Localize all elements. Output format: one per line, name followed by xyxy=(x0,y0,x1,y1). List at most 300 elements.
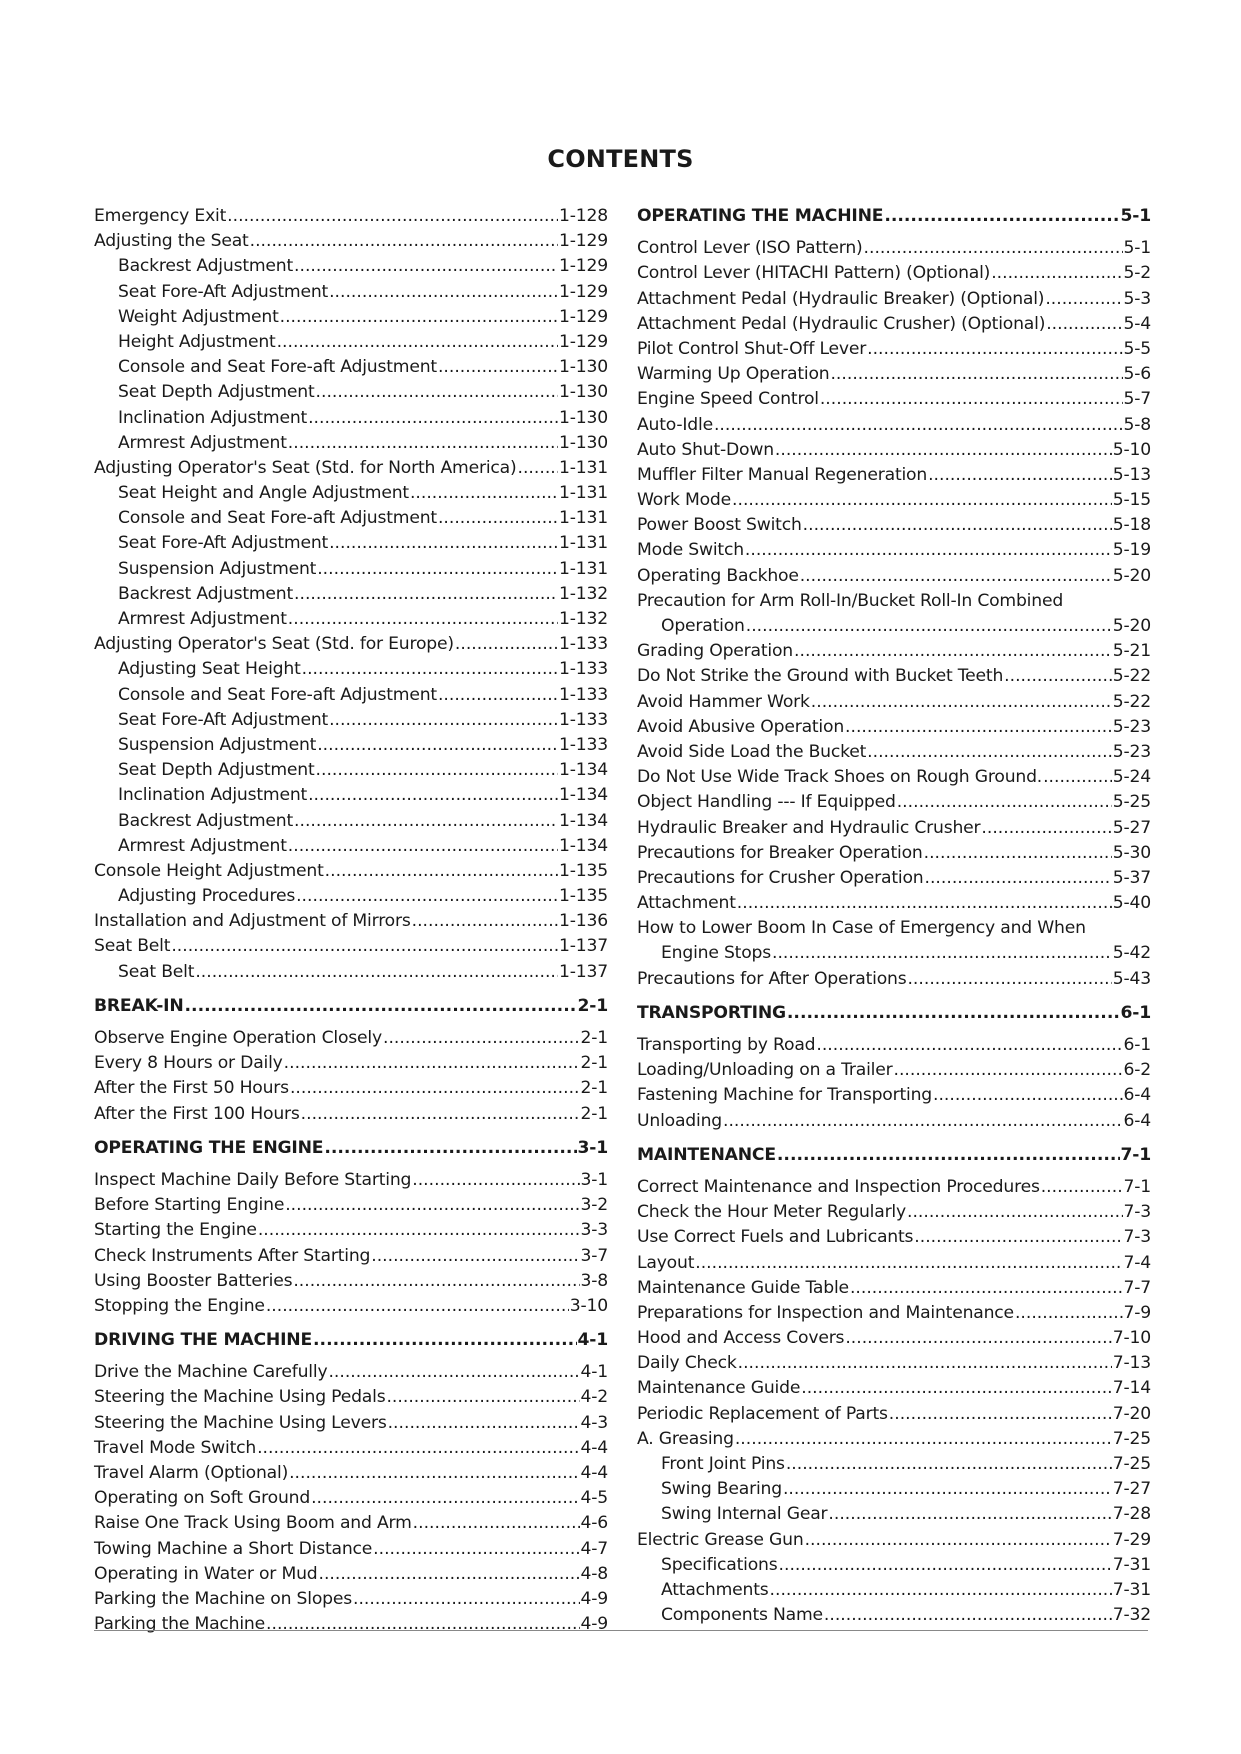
toc-entry xyxy=(94,1387,608,1412)
toc-entry xyxy=(637,591,1151,616)
toc-entry xyxy=(94,811,608,836)
toc-entry-label: Check the Hour Meter Regularly xyxy=(637,1202,906,1223)
dot-leader xyxy=(383,1028,580,1048)
toc-entry-label: Do Not Use Wide Track Shoes on Rough Ground. xyxy=(637,767,1043,788)
toc-entry-label: Adjusting Operator's Seat (Std. for Europe) xyxy=(94,634,454,655)
toc-entry-label: Installation and Adjustment of Mirrors xyxy=(94,911,411,932)
toc-entry-page: 5-5 xyxy=(1123,338,1151,359)
toc-entry xyxy=(94,1170,608,1195)
dot-leader xyxy=(714,415,1123,435)
toc-entry-label: Engine Speed Control xyxy=(637,389,819,410)
toc-entry-page: 6-4 xyxy=(1123,1110,1151,1131)
toc-entry-label: Adjusting Operator's Seat (Std. for North America) xyxy=(94,457,517,478)
toc-entry-label: Avoid Hammer Work xyxy=(637,691,810,712)
toc-entry-page: 5-23 xyxy=(1112,741,1151,762)
toc-entry xyxy=(637,1530,1151,1555)
toc-entry-page: 3-2 xyxy=(580,1195,608,1216)
toc-entry-label: Components Name xyxy=(661,1605,823,1626)
toc-entry xyxy=(94,1296,608,1321)
toc-entry-label: Adjusting Seat Height xyxy=(118,659,301,680)
dot-leader xyxy=(864,238,1123,258)
toc-entry xyxy=(94,1589,608,1614)
toc-section-heading xyxy=(94,996,608,1021)
toc-entry xyxy=(637,717,1151,742)
toc-entry-label: Using Booster Batteries xyxy=(94,1270,293,1291)
toc-entry-page: 1-134 xyxy=(559,810,608,831)
toc-entry xyxy=(94,1362,608,1387)
toc-entry-page: 7-25 xyxy=(1112,1454,1151,1474)
toc-section-heading xyxy=(94,1138,608,1163)
toc-entry-page: 1-129 xyxy=(559,331,608,352)
toc-entry xyxy=(637,1353,1151,1378)
toc-entry-page: 3-7 xyxy=(580,1245,608,1266)
toc-entry xyxy=(637,515,1151,540)
toc-entry-label: Steering the Machine Using Levers xyxy=(94,1412,387,1433)
toc-entry-label: Adjusting the Seat xyxy=(94,231,249,252)
toc-entry-label: Attachments xyxy=(661,1579,769,1600)
toc-entry xyxy=(94,231,608,256)
dot-leader xyxy=(770,1580,1112,1600)
toc-entry-page: 7-4 xyxy=(1123,1252,1151,1273)
toc-entry-label: A. Greasing xyxy=(637,1428,734,1449)
dot-leader xyxy=(772,943,1112,963)
toc-entry xyxy=(637,465,1151,490)
toc-entry-page: 7-27 xyxy=(1112,1479,1151,1500)
toc-entry xyxy=(637,943,1151,968)
toc-entry xyxy=(94,1246,608,1271)
toc-entry-page: 5-37 xyxy=(1112,867,1151,888)
toc-entry-page: 4-8 xyxy=(580,1563,608,1584)
toc-entry xyxy=(94,911,608,936)
toc-entry-page: 5-23 xyxy=(1112,716,1151,737)
dot-leader xyxy=(294,256,558,276)
toc-entry-label: Armrest Adjustment xyxy=(118,609,287,629)
toc-entry xyxy=(94,1564,608,1589)
toc-entry-label: Maintenance Guide xyxy=(637,1378,801,1399)
toc-entry xyxy=(94,836,608,861)
toc-entry xyxy=(637,314,1151,339)
dot-leader xyxy=(290,1078,580,1098)
toc-entry-label: Backrest Adjustment xyxy=(118,583,294,604)
dot-leader xyxy=(316,760,559,780)
toc-entry-label: Layout xyxy=(637,1252,695,1273)
dot-leader xyxy=(373,1539,579,1559)
toc-entry-label: Attachment Pedal (Hydraulic Breaker) (Optional) xyxy=(637,288,1045,309)
toc-entry xyxy=(637,389,1151,414)
dot-leader xyxy=(280,307,558,327)
toc-entry-label: Parking the Machine on Slopes xyxy=(94,1588,352,1609)
toc-entry xyxy=(94,1539,608,1564)
toc-entry-label: Fastening Machine for Transporting xyxy=(637,1085,932,1106)
toc-entry-page: 7-13 xyxy=(1112,1353,1151,1374)
toc-entry-label: Suspension Adjustment xyxy=(118,558,317,579)
toc-entry-label: Precautions for Breaker Operation xyxy=(637,842,923,863)
toc-entry-page: 5-13 xyxy=(1112,464,1151,485)
toc-entry-page: 1-133 xyxy=(559,684,608,705)
toc-entry-label: Operating Backhoe xyxy=(637,565,799,586)
toc-entry xyxy=(637,1555,1151,1580)
dot-leader xyxy=(850,1278,1123,1298)
dot-leader xyxy=(820,389,1123,409)
toc-entry-label: How to Lower Boom In Case of Emergency and When xyxy=(637,918,1086,939)
toc-entry xyxy=(637,893,1151,918)
dot-leader xyxy=(318,1564,579,1584)
toc-entry xyxy=(637,1278,1151,1303)
toc-entry-page: 7-31 xyxy=(1112,1579,1151,1600)
dot-leader xyxy=(311,1488,579,1508)
toc-entry-label: Backrest Adjustment xyxy=(118,256,294,277)
dot-leader xyxy=(867,339,1122,359)
toc-entry-page: 7-29 xyxy=(1112,1529,1151,1550)
toc-entry-page: 3-3 xyxy=(580,1220,608,1241)
toc-entry-label: Maintenance Guide Table xyxy=(637,1277,849,1298)
bottom-rule xyxy=(94,1630,1148,1631)
toc-entry-page: 1-128 xyxy=(559,206,608,226)
toc-entry-label: Power Boost Switch xyxy=(637,515,802,536)
toc-entry xyxy=(94,861,608,886)
dot-leader xyxy=(317,559,558,579)
toc-entry-page: 1-137 xyxy=(559,961,608,982)
dot-leader xyxy=(386,1387,579,1407)
toc-entry-page: 4-9 xyxy=(580,1614,608,1635)
toc-entry-page: 7-32 xyxy=(1112,1605,1151,1626)
toc-entry-page: 1-130 xyxy=(559,382,608,403)
toc-entry-label: Hood and Access Covers xyxy=(637,1328,845,1349)
toc-entry-label: Attachment Pedal (Hydraulic Crusher) (Optional) xyxy=(637,313,1046,334)
toc-entry-page: 3-1 xyxy=(577,1137,608,1158)
dot-leader xyxy=(277,332,558,352)
toc-entry-label: Auto-Idle xyxy=(637,414,713,435)
toc-entry-page: 5-4 xyxy=(1123,313,1151,334)
toc-entry-label: Grading Operation xyxy=(637,641,794,662)
toc-entry-page: 6-1 xyxy=(1120,1002,1151,1023)
toc-entry xyxy=(94,1463,608,1488)
toc-entry-page: 1-133 xyxy=(559,709,608,730)
dot-leader xyxy=(518,458,559,478)
toc-entry-page: 1-131 xyxy=(559,457,608,478)
toc-entry xyxy=(637,566,1151,591)
toc-entry-label: Front Joint Pins xyxy=(661,1454,785,1474)
toc-entry-label: Daily Check xyxy=(637,1353,737,1374)
toc-entry-page: 5-25 xyxy=(1112,792,1151,813)
page-title: CONTENTS xyxy=(547,145,694,173)
toc-entry-label: Object Handling --- If Equipped xyxy=(637,792,896,813)
toc-entry-label: Control Lever (HITACHI Pattern) (Optional) xyxy=(637,263,991,284)
toc-entry-page: 4-6 xyxy=(580,1513,608,1534)
toc-entry-label: Travel Mode Switch xyxy=(94,1437,257,1458)
toc-entry-label: Operation xyxy=(661,616,745,636)
dot-leader xyxy=(325,861,558,881)
toc-entry xyxy=(94,1104,608,1129)
toc-entry-label: Drive the Machine Carefully xyxy=(94,1362,328,1383)
toc-entry-page: 1-131 xyxy=(559,508,608,529)
toc-entry-page: 4-1 xyxy=(577,1330,608,1351)
toc-entry xyxy=(94,1220,608,1245)
toc-entry xyxy=(637,868,1151,893)
toc-entry xyxy=(637,1111,1151,1136)
toc-entry xyxy=(94,634,608,659)
toc-entry-label: Swing Bearing xyxy=(661,1479,782,1500)
toc-entry-page: 6-4 xyxy=(1123,1085,1151,1106)
toc-entry xyxy=(637,792,1151,817)
dot-leader xyxy=(893,1060,1122,1080)
toc-entry-page: 5-30 xyxy=(1112,842,1151,863)
toc-entry-page: 1-131 xyxy=(559,483,608,504)
toc-entry-label: Towing Machine a Short Distance xyxy=(94,1538,373,1559)
toc-section-heading xyxy=(637,1145,1151,1170)
toc-entry-label: Loading/Unloading on a Trailer xyxy=(637,1060,893,1081)
toc-entry-label: Stopping the Engine xyxy=(94,1295,265,1316)
toc-entry xyxy=(637,1328,1151,1353)
toc-entry xyxy=(637,440,1151,465)
toc-entry-page: 6-1 xyxy=(1123,1035,1151,1055)
toc-entry xyxy=(94,1438,608,1463)
dot-leader xyxy=(266,1296,569,1316)
dot-leader xyxy=(1015,1303,1123,1323)
toc-entry-page: 7-28 xyxy=(1112,1504,1151,1525)
toc-entry-label: Every 8 Hours or Daily xyxy=(94,1053,283,1074)
dot-leader xyxy=(410,483,558,503)
toc-entry-label: Seat Belt xyxy=(94,936,171,957)
toc-entry-page: 7-7 xyxy=(1123,1277,1151,1298)
toc-entry-label: OPERATING THE MACHINE xyxy=(637,206,884,226)
toc-entry xyxy=(637,490,1151,515)
dot-leader xyxy=(928,465,1112,485)
dot-leader xyxy=(845,717,1112,737)
dot-leader xyxy=(830,364,1122,384)
toc-entry-label: Operating in Water or Mud xyxy=(94,1563,318,1584)
toc-entry xyxy=(94,735,608,760)
toc-entry-label: Preparations for Inspection and Maintenance xyxy=(637,1302,1014,1323)
dot-leader xyxy=(316,382,559,402)
toc-entry-label: Console and Seat Fore-aft Adjustment xyxy=(118,357,437,378)
toc-entry xyxy=(94,1413,608,1438)
toc-entry xyxy=(94,433,608,458)
toc-entry-label: Console Height Adjustment xyxy=(94,860,324,881)
toc-entry xyxy=(637,1605,1151,1630)
toc-entry-page: 5-19 xyxy=(1112,540,1151,561)
dot-leader xyxy=(284,1053,580,1073)
dot-leader xyxy=(412,1170,579,1190)
toc-entry xyxy=(637,1177,1151,1202)
toc-entry xyxy=(637,1035,1151,1060)
dot-leader xyxy=(933,1085,1123,1105)
toc-entry xyxy=(637,263,1151,288)
dot-leader xyxy=(413,1513,580,1533)
dot-leader xyxy=(301,1104,580,1124)
dot-leader xyxy=(317,735,558,755)
toc-entry xyxy=(94,659,608,684)
toc-entry xyxy=(637,843,1151,868)
toc-entry-page: 7-10 xyxy=(1112,1328,1151,1349)
toc-entry-label: Raise One Track Using Boom and Arm xyxy=(94,1513,412,1534)
toc-entry-page: 5-21 xyxy=(1112,641,1151,662)
toc-entry xyxy=(94,936,608,961)
toc-entry xyxy=(94,1513,608,1538)
toc-entry xyxy=(637,1060,1151,1085)
dot-leader xyxy=(329,533,558,553)
toc-entry xyxy=(637,339,1151,364)
toc-entry-page: 3-8 xyxy=(580,1270,608,1291)
toc-entry-label: Seat Fore-Aft Adjustment xyxy=(118,281,329,302)
toc-entry xyxy=(94,357,608,382)
dot-leader xyxy=(794,641,1112,661)
toc-entry xyxy=(94,206,608,231)
toc-entry xyxy=(637,540,1151,565)
dot-leader xyxy=(907,969,1111,989)
toc-entry xyxy=(637,666,1151,691)
toc-entry xyxy=(94,508,608,533)
dot-leader xyxy=(329,710,558,730)
toc-entry xyxy=(637,818,1151,843)
dot-leader xyxy=(816,1035,1122,1055)
toc-entry-label: Use Correct Fuels and Lubricants xyxy=(637,1227,914,1248)
dot-leader xyxy=(777,1145,1120,1165)
toc-entry-page: 1-134 xyxy=(559,785,608,806)
toc-entry-label: Avoid Side Load the Bucket xyxy=(637,741,867,762)
toc-entry-label: OPERATING THE ENGINE xyxy=(94,1137,324,1158)
toc-entry-page: 7-3 xyxy=(1123,1202,1151,1223)
toc-entry-label: Unloading xyxy=(637,1110,722,1131)
dot-leader xyxy=(805,1530,1112,1550)
dot-leader xyxy=(328,1362,579,1382)
toc-entry-label: Mode Switch xyxy=(637,540,744,561)
toc-entry-page: 1-132 xyxy=(559,583,608,604)
toc-entry-label: Transporting by Road xyxy=(637,1035,816,1055)
toc-entry xyxy=(94,332,608,357)
toc-section-heading xyxy=(94,1330,608,1355)
toc-entry-label: MAINTENANCE xyxy=(637,1144,776,1165)
toc-entry-page: 5-22 xyxy=(1112,691,1151,712)
toc-entry-page: 5-43 xyxy=(1112,968,1151,989)
dot-leader xyxy=(293,1271,579,1291)
toc-entry-page: 4-2 xyxy=(580,1387,608,1408)
toc-entry-page: 5-22 xyxy=(1112,666,1151,687)
toc-entry xyxy=(94,609,608,634)
toc-entry-page: 1-129 xyxy=(559,256,608,277)
dot-leader xyxy=(925,868,1112,888)
dot-leader xyxy=(924,843,1112,863)
toc-entry-page: 7-14 xyxy=(1112,1378,1151,1399)
toc-entry xyxy=(637,969,1151,994)
toc-entry-label: Seat Fore-Aft Adjustment xyxy=(118,533,329,554)
toc-entry-page: 5-10 xyxy=(1112,439,1151,460)
toc-entry xyxy=(637,742,1151,767)
dot-leader xyxy=(991,263,1122,283)
toc-entry xyxy=(637,289,1151,314)
dot-leader xyxy=(801,1378,1112,1398)
toc-entry-page: 6-2 xyxy=(1123,1060,1151,1081)
toc-entry-page: 1-135 xyxy=(559,886,608,907)
toc-entry xyxy=(94,584,608,609)
toc-entry xyxy=(637,1085,1151,1110)
toc-entry-label: Inclination Adjustment xyxy=(118,785,308,806)
toc-entry-label: BREAK-IN xyxy=(94,995,184,1016)
dot-leader xyxy=(811,692,1112,712)
toc-entry-label: Swing Internal Gear xyxy=(661,1504,828,1525)
toc-entry-page: 5-6 xyxy=(1123,364,1151,385)
toc-entry-label: Observe Engine Operation Closely xyxy=(94,1028,382,1048)
toc-entry-page: 1-133 xyxy=(559,659,608,680)
toc-entry xyxy=(94,760,608,785)
dot-leader xyxy=(845,1328,1111,1348)
toc-entry-page: 5-1 xyxy=(1123,238,1151,259)
toc-entry-label: Warming Up Operation xyxy=(637,364,830,385)
toc-entry-label: Travel Alarm (Optional) xyxy=(94,1463,289,1483)
toc-entry-page: 4-9 xyxy=(580,1588,608,1609)
toc-entry-label: Backrest Adjustment xyxy=(118,810,294,831)
toc-entry xyxy=(637,1303,1151,1328)
toc-entry-page: 1-131 xyxy=(559,533,608,554)
toc-entry-page: 5-20 xyxy=(1112,616,1151,636)
toc-entry-label: Check Instruments After Starting xyxy=(94,1245,371,1266)
toc-entry-label: Steering the Machine Using Pedals xyxy=(94,1387,386,1408)
dot-leader xyxy=(1043,767,1112,787)
toc-entry-page: 2-1 xyxy=(580,1078,608,1099)
dot-leader xyxy=(257,1438,579,1458)
dot-leader xyxy=(800,566,1112,586)
toc-entry-label: Operating on Soft Ground xyxy=(94,1488,311,1509)
dot-leader xyxy=(723,1111,1123,1131)
dot-leader xyxy=(745,540,1112,560)
toc-entry-label: Seat Depth Adjustment xyxy=(118,382,315,403)
toc-entry-page: 4-3 xyxy=(580,1412,608,1433)
dot-leader xyxy=(288,433,558,453)
toc-entry xyxy=(637,1378,1151,1403)
toc-entry-label: Hydraulic Breaker and Hydraulic Crusher xyxy=(637,817,981,838)
toc-entry-label: Control Lever (ISO Pattern) xyxy=(637,238,863,259)
toc-entry-page: 1-137 xyxy=(559,936,608,957)
toc-entry-page: 1-133 xyxy=(559,634,608,655)
toc-entry-label: Do Not Strike the Ground with Bucket Teeth xyxy=(637,666,1004,687)
dot-leader xyxy=(779,1555,1112,1575)
toc-entry-page: 2-1 xyxy=(580,1103,608,1124)
toc-entry-page: 5-1 xyxy=(1120,206,1151,226)
dot-leader xyxy=(296,886,558,906)
toc-entry-page: 3-1 xyxy=(580,1169,608,1190)
toc-entry xyxy=(637,1429,1151,1454)
toc-entry xyxy=(94,710,608,735)
toc-entry xyxy=(94,685,608,710)
toc-entry-label: Electric Grease Gun xyxy=(637,1529,804,1550)
toc-entry-page: 5-15 xyxy=(1112,490,1151,511)
toc-entry xyxy=(637,641,1151,666)
toc-entry xyxy=(94,483,608,508)
toc-entry-page: 7-1 xyxy=(1123,1176,1151,1197)
toc-entry-page: 1-135 xyxy=(559,860,608,881)
dot-leader xyxy=(294,811,558,831)
toc-entry-label: Adjusting Procedures xyxy=(118,886,296,907)
toc-entry xyxy=(94,1195,608,1220)
toc-entry xyxy=(637,1504,1151,1529)
toc-entry xyxy=(637,1479,1151,1504)
dot-leader xyxy=(353,1589,580,1609)
dot-leader xyxy=(371,1246,579,1266)
dot-leader xyxy=(867,742,1112,762)
toc-entry xyxy=(637,1227,1151,1252)
dot-leader xyxy=(438,685,558,705)
dot-leader xyxy=(185,996,577,1016)
dot-leader xyxy=(803,515,1112,535)
toc-entry-page: 5-20 xyxy=(1112,565,1151,586)
toc-entry-label: After the First 100 Hours xyxy=(94,1103,300,1124)
dot-leader xyxy=(308,785,558,805)
toc-section-heading xyxy=(637,1003,1151,1028)
toc-entry-page: 5-2 xyxy=(1123,263,1151,284)
toc-entry xyxy=(94,886,608,911)
dot-leader xyxy=(313,1330,577,1350)
dot-leader xyxy=(329,282,558,302)
